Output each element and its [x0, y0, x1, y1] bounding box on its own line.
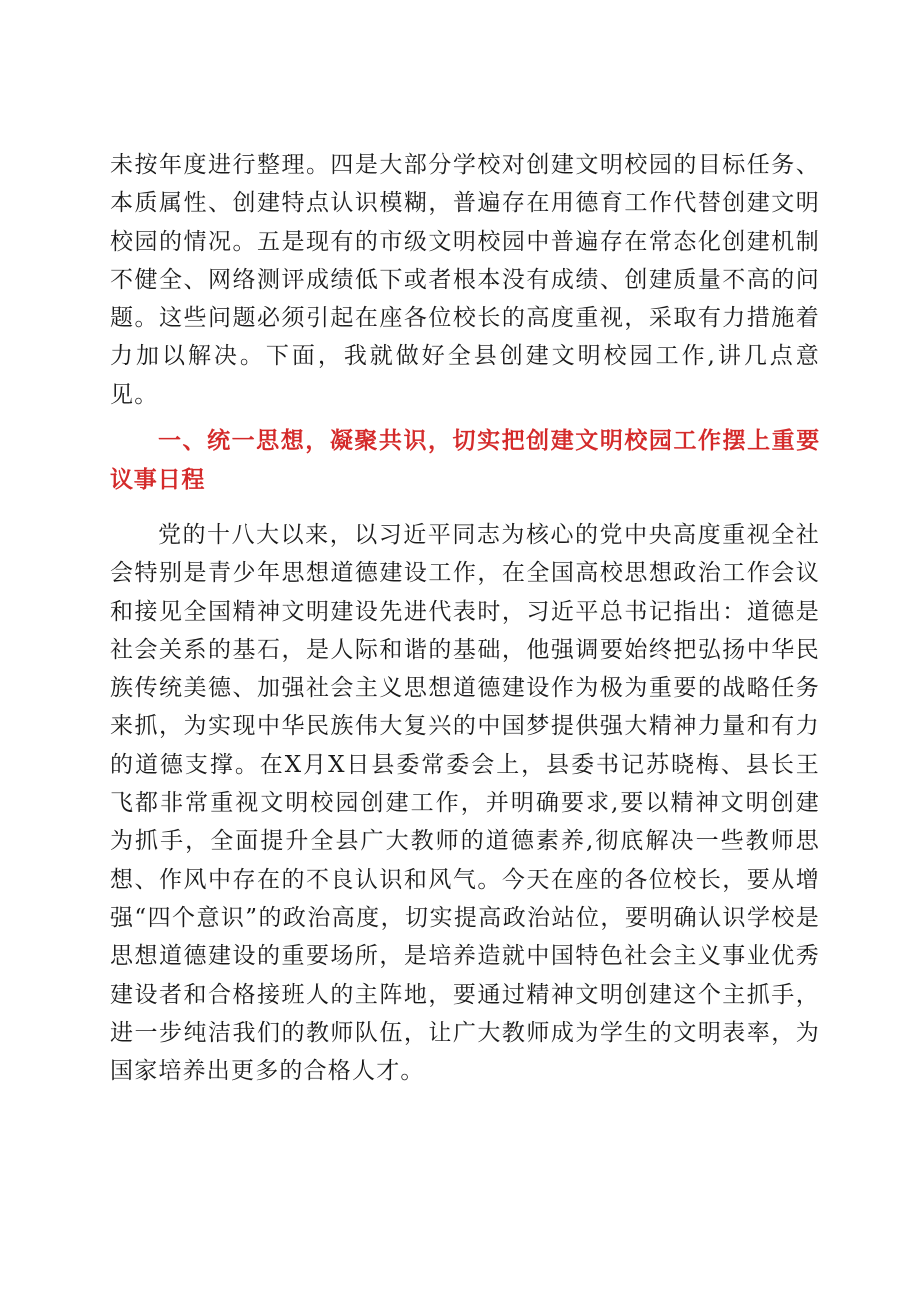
section-heading: 一、统一思想，凝聚共识，切实把创建文明校园工作摆上重要议事日程: [110, 428, 820, 493]
paragraph-main: 党的十八大以来，以习近平同志为核心的党中央高度重视全社会特别是青少年思想道德建设工作，在全国高校思想政治工作会议和接见全国精神文明建设先进代表时，习近平总书记指出：道德是社会关系的基石，是人际和谐的基础，他强调要始终把弘扬中华民族传统美德、加强社会主义思想道德建设作为极为重要的战略任务来抓，为实现中华民族伟大复兴的中国梦提供强大精神力量和有力的道德支撑。在X月X日县委常委会上，县委书记苏晓梅、县长王飞都非常重视文明校园创建工作，并明确要求,要以精神文明创建为抓手，全面提升全县广大教师的道德素养,彻底解决一些教师思想、作风中存在的不良认识和风气。今天在座的各位校长，要从增强“四个意识”的政治高度，切实提高政治站位，要明确认识学校是思想道德建设的重要场所，是培养造就中国特色社会主义事业优秀建设者和合格接班人的主阵地，要通过精神文明创建这个主抓手，进一步纯洁我们的教师队伍，让广大教师成为学生的文明表率，为国家培养出更多的合格人才。: [110, 522, 820, 1085]
paragraph-continuation: 未按年度进行整理。四是大部分学校对创建文明校园的目标任务、本质属性、创建特点认识模糊，普遍存在用德育工作代替创建文明校园的情况。五是现有的市级文明校园中普遍存在常态化创建机制不健全、网络测评成绩低下或者根本没有成绩、创建质量不高的问题。这些问题必须引起在座各位校长的高度重视，采取有力措施着力加以解决。下面，我就做好全县创建文明校园工作,讲几点意见。: [110, 152, 820, 408]
